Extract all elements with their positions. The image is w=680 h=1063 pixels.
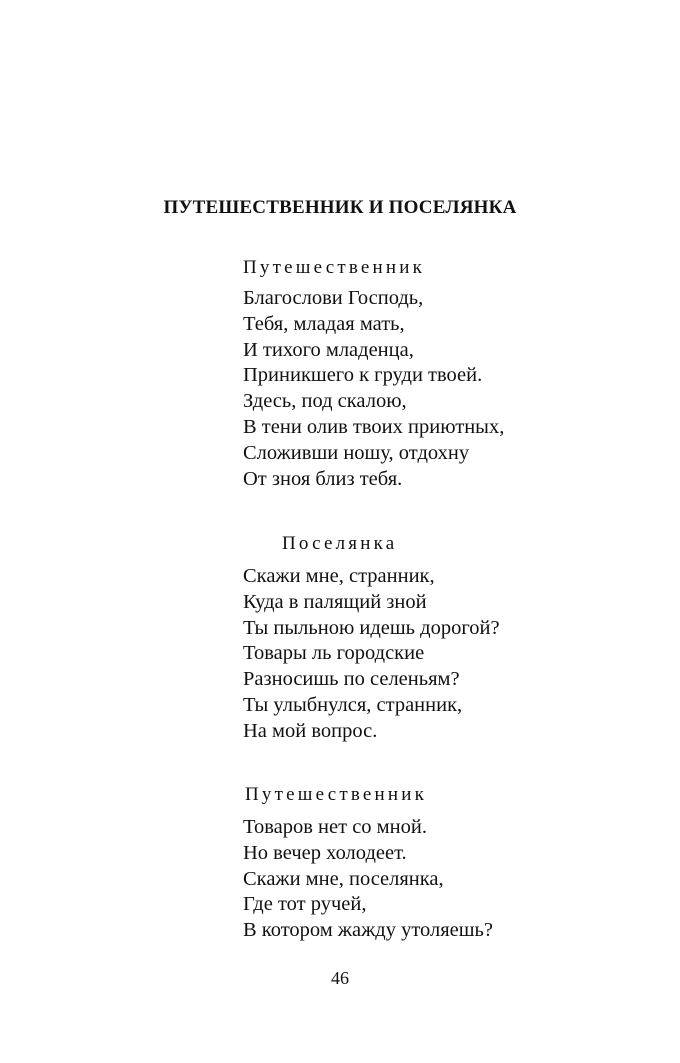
verse-line: Где тот ручей, xyxy=(243,893,367,916)
verse-line: Но вечер холодеет. xyxy=(243,841,407,864)
verse-line: В котором жажду утоляешь? xyxy=(243,919,493,942)
stanza xyxy=(243,286,504,492)
verse-line: Ты улыбнулся, странник, xyxy=(243,693,463,716)
poem-title: ПУТЕШЕСТВЕННИК И ПОСЕЛЯНКА xyxy=(163,197,517,218)
verse-line: Скажи мне, поселянка, xyxy=(243,867,444,890)
verse-line: В тени олив твоих приютных, xyxy=(243,415,505,438)
verse-line: От зноя близ тебя. xyxy=(243,467,403,490)
speaker-label: Путешественник xyxy=(245,784,428,805)
verse-line: И тихого младенца, xyxy=(243,338,414,361)
page-number: 46 xyxy=(331,968,349,988)
verse-line: Тебя, младая мать, xyxy=(243,312,405,335)
verse-line: Ты пыльною идешь дорогой? xyxy=(243,616,500,639)
verse-line: Товаров нет со мной. xyxy=(243,816,427,838)
verse-line: Куда в палящий зной xyxy=(243,590,427,613)
verse-line: Скажи мне, странник, xyxy=(243,565,435,587)
verse-line: Сложивши ношу, отдохну xyxy=(243,441,470,464)
stanza xyxy=(243,564,500,745)
stanza xyxy=(243,815,493,944)
verse-line: Приникшего к груди твоей. xyxy=(243,364,483,387)
speaker-label: Путешественник xyxy=(243,257,426,278)
verse-line: Благослови Господь, xyxy=(243,287,424,309)
verse-line: Разносишь по селеньям? xyxy=(243,668,460,691)
verse-line: Товары ль городские xyxy=(243,642,425,665)
speaker-label: Поселянка xyxy=(282,533,398,554)
verse-line: Здесь, под скалою, xyxy=(243,390,407,413)
verse-line: На мой вопрос. xyxy=(243,719,378,742)
